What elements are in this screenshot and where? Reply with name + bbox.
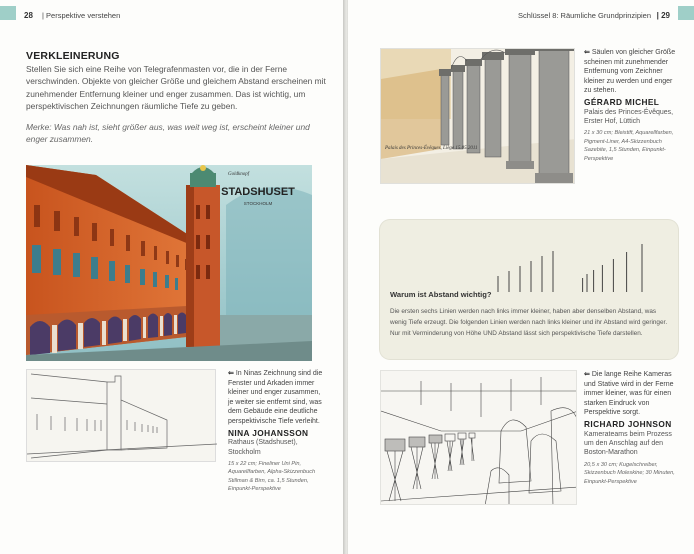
caption-arrow-icon: ⇐ xyxy=(584,49,590,56)
caption-arrow-icon: ⇐ xyxy=(584,371,590,378)
artwork-place-line2: Stockholm xyxy=(228,448,261,456)
right-page-number: | 29 xyxy=(656,11,670,20)
right-page-number-text: 29 xyxy=(661,11,670,20)
gerard-caption-lead-text: Säulen von gleicher Größe scheinen mit zunehmender Entfernung vom Zeichner kleiner zu werden und enger zu stehen. xyxy=(584,49,676,95)
artwork-place-line2: Erster Hof, Lüttich xyxy=(584,117,641,125)
nina-caption-lead xyxy=(228,369,324,427)
gerard-caption-lead xyxy=(584,48,680,96)
artwork-place-line1: Rathaus (Stadshuset), xyxy=(228,439,298,447)
stadshuset-watercolor-image xyxy=(26,165,312,361)
left-running-head: | Perspektive verstehen xyxy=(42,11,121,20)
artwork-place-line3: Boston-Marathon xyxy=(584,449,638,457)
sign-subtext: STOCKHOLM xyxy=(243,201,273,206)
left-header xyxy=(0,0,346,28)
artist-name: RICHARD JOHNSON xyxy=(584,418,672,429)
nina-caption-lead-text: In Ninas Zeichnung sind die Fenster und Arkaden immer kleiner und enger zusammen, je weiter sie entfernt sind, was dem Gebäude eine deutliche perspektivische Tiefe verleiht. xyxy=(228,370,323,425)
left-page xyxy=(0,0,346,554)
artwork-place-line1: Kamerateams beim Prozess xyxy=(584,430,672,438)
right-running-head: Schlüssel 8: Räumliche Grundprinzipien xyxy=(518,11,651,20)
cameras-sketch-image xyxy=(380,370,577,505)
lines-diagram xyxy=(380,220,678,300)
page-tab-marker xyxy=(678,6,694,20)
columns-watercolor-image xyxy=(380,48,575,184)
left-running-head-text: Perspektive verstehen xyxy=(46,11,121,20)
intro-paragraph: Stellen Sie sich eine Reihe von Telegrafenmasten vor, die in der Ferne verschwinden. Objekte von gleicher Größe und gleichem Abstand erscheinen mit zunehmender Entfernung kleiner und enger zusammen. Das ist wichtig, um perspektivischen Zeichnungen räumliche Tiefe zu geben. xyxy=(26,64,326,111)
section-title: VERKLEINERUNG xyxy=(26,50,120,62)
artist-name: NINA JOHANSSON xyxy=(228,427,309,438)
info-box-title: Warum ist Abstand wichtig? xyxy=(390,290,492,299)
caption-arrow-icon: ⇐ xyxy=(228,370,234,377)
artwork-place-line1: Palais des Princes-Évêques, xyxy=(584,108,674,116)
gerard-caption xyxy=(584,48,680,163)
artist-name: GÉRARD MICHEL xyxy=(584,96,660,107)
artwork-details: 20,5 x 30 cm; Kugelschreiber, Skizzenbuch Moleskine; 30 Minuten, Einpunkt-Perspektive xyxy=(584,461,675,485)
sketch-annotation: Goldknopf xyxy=(228,172,250,177)
info-box xyxy=(380,220,678,359)
richard-caption xyxy=(584,370,684,486)
nina-line-sketch-image xyxy=(26,369,216,462)
columns-illustration xyxy=(381,49,575,184)
merke-note: Merke: Was nah ist, sieht größer aus, was weit weg ist, erscheint kleiner und enger zusammen. xyxy=(26,122,310,145)
artwork-place-line2: um den Anschlag auf den xyxy=(584,439,664,447)
artwork-details: 21 x 30 cm; Bleistift, Aquarellfarben, Pigment-Liner, A4-Skizzenbuch Sazebite, 1,5 Stunden, Einpunkt-Perspektive xyxy=(584,130,674,162)
artwork-details: 15 x 22 cm; Fineliner Uni Pin, Aquarellfarben, Alpha-Skizzenbuch Stillman & Birn, ca. 1,5 Stunden, Einpunkt-Perspektive xyxy=(228,460,316,493)
richard-caption-lead-text: Die lange Reihe Kameras und Stative wird in der Ferne immer kleiner, was für einen starken Eindruck von Perspektive sorgt. xyxy=(584,371,674,417)
stadshuset-illustration xyxy=(26,165,312,361)
richard-caption-lead xyxy=(584,370,684,418)
nina-caption xyxy=(228,369,324,494)
left-page-number: 28 xyxy=(24,11,33,20)
page-tab-marker xyxy=(0,6,16,20)
right-page xyxy=(348,0,694,554)
cameras-illustration xyxy=(381,371,577,505)
columns-sketch-note: Palais des Princes-Évêques, Liège 15.05.2011 xyxy=(385,146,478,151)
sign-text: STADSHUSET xyxy=(221,186,295,198)
perspective-line-sketch xyxy=(27,370,217,463)
right-header xyxy=(348,0,694,28)
info-box-text: Die ersten sechs Linien werden nach links immer kleiner, haben aber denselben Abstand, was wenig Tiefe erzeugt. Die folgenden Linien werden nach links kleiner und ihr Abstand wird geringer. Nur mit Verminderung von Höhe UND Abstand lässt sich perspektivische Tiefe darstellen. xyxy=(390,308,668,338)
